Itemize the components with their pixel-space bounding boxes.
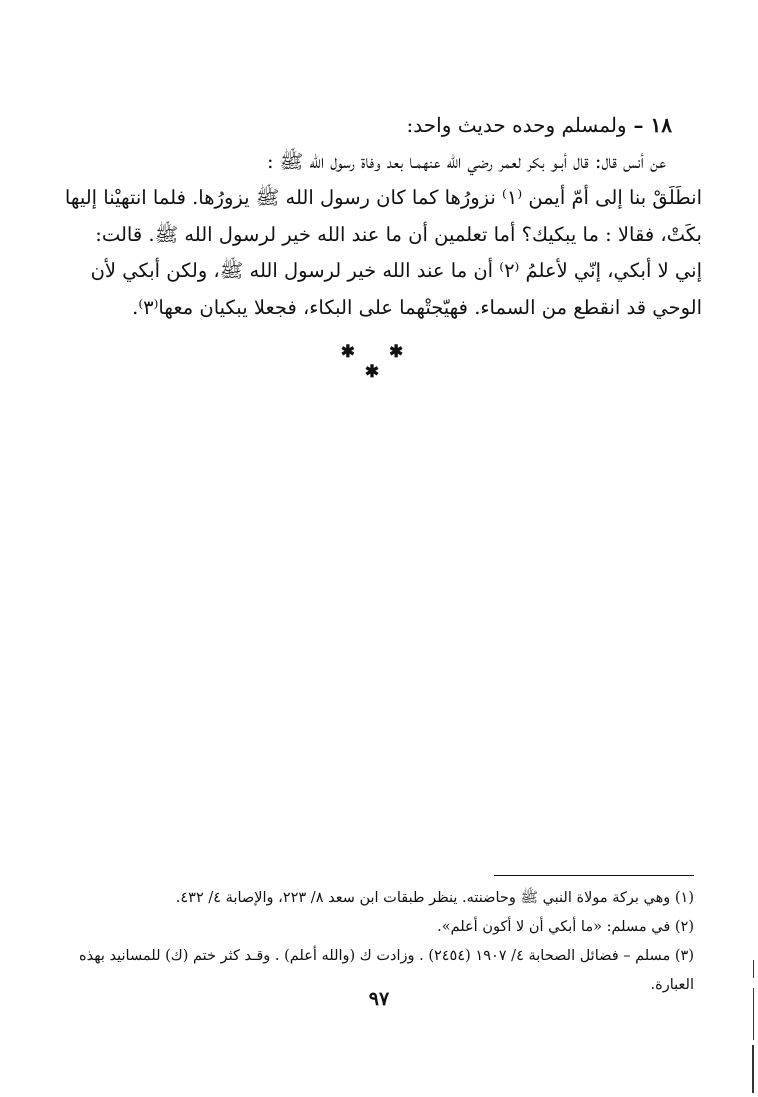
- scan-edge-mark: [753, 988, 754, 1040]
- page-number: ٩٧: [368, 988, 390, 1010]
- section-separator: ✱ ✱ ✱: [340, 342, 418, 382]
- footnote: (٢) في مسلم: «ما أبكي أن لا أكون أعلم».: [437, 919, 694, 935]
- scan-edge-mark: [753, 960, 754, 978]
- hadith-number: ١٨ –: [633, 113, 672, 137]
- hadith-line: إني لا أبكي، إنّي لأعلمُ ⁽٢⁾ أن ما عند الله خير لرسول الله ﷺ، ولكن أبكي لأن: [90, 259, 702, 283]
- hadith-line: بكَتْ، فقالا : ما يبكيك؟ أما تعلمين أن ما عند الله خير لرسول الله ﷺ. قالت:: [95, 222, 702, 246]
- hadith-heading-title: ولمسلم وحده حديث واحد:: [406, 113, 627, 137]
- hadith-heading: [72, 108, 672, 142]
- footnote: (١) وهي بركة مولاة النبي ﷺ وحاضنته. ينظر طبقات ابن سعد ٨/ ٢٢٣، والإصابة ٤/ ٤٣٢.: [175, 890, 694, 906]
- footnotes: [74, 884, 694, 1000]
- scan-edge-mark: [752, 1045, 754, 1093]
- footnote: (٣) مسلم – فضائل الصحابة ٤/ ١٩٠٧ (٢٤٥٤) . وزادت ك (والله أعلم) . وقـد كثر ختم (ك) للمسانيد بهذه: [79, 948, 694, 964]
- hadith-line: انطَلَقْ بنا إلى أمّ أيمن ⁽١⁾ نزورُها كما كان رسول الله ﷺ يزورُها. فلما انتهيْنا إليها: [64, 186, 702, 210]
- hadith-line: عن أنس قال: قال أبـو بكر لعمر رضي الله عنهمـا بعد وفاة رسول الله ﷺ :: [266, 150, 666, 173]
- footnote-continuation: العبارة.: [650, 977, 694, 993]
- hadith-line: الوحي قد انقطع من السماء. فهيّجتْهما على البكاء، فجعلا يبكيان معها⁽٣⁾.: [132, 295, 702, 319]
- footnote-divider: [494, 875, 694, 876]
- hadith-text: [62, 144, 702, 326]
